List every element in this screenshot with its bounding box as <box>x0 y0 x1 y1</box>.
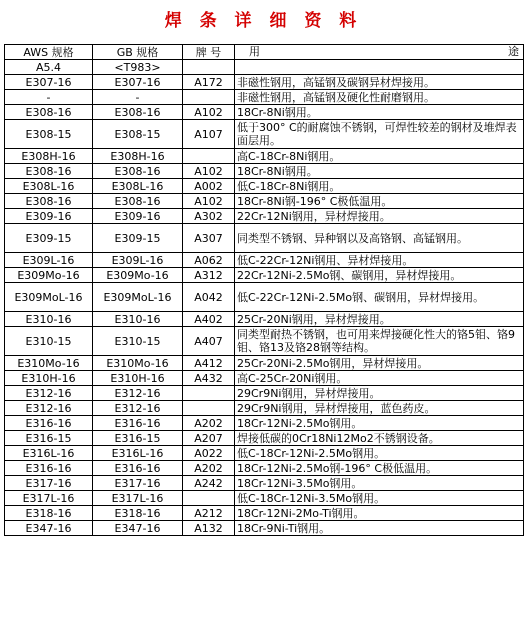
usage-cell: 25Cr-20Ni钢用，异材焊接用。 <box>235 312 524 327</box>
usage-cell: 非磁性钢用，高锰钢及碳钢异材焊接用。 <box>235 75 524 90</box>
brand-cell: A022 <box>183 446 235 461</box>
aws-spec-cell: - <box>5 90 93 105</box>
gb-spec-cell: E308-16 <box>93 194 183 209</box>
table-row <box>5 356 524 371</box>
aws-spec-cell: E308-16 <box>5 194 93 209</box>
usage-cell: 18Cr-12Ni-3.5Mo钢用。 <box>235 476 524 491</box>
usage-cell: 低于300° C的耐腐蚀不锈钢，可焊性较差的钢材及堆焊表面层用。 <box>235 120 524 149</box>
brand-cell: A202 <box>183 461 235 476</box>
gb-spec-cell: E316-16 <box>93 416 183 431</box>
gb-spec-cell: E309MoL-16 <box>93 283 183 312</box>
aws-spec-header: AWS 规格 <box>5 45 93 60</box>
gb-spec-cell: E310-16 <box>93 312 183 327</box>
gb-spec-cell: E312-16 <box>93 401 183 416</box>
usage-cell: 25Cr-20Ni-2.5Mo钢用，异材焊接用。 <box>235 356 524 371</box>
brand-cell: A402 <box>183 312 235 327</box>
aws-spec-cell: E312-16 <box>5 401 93 416</box>
aws-spec-cell: E309L-16 <box>5 253 93 268</box>
aws-spec-cell: E309Mo-16 <box>5 268 93 283</box>
aws-spec-cell: E312-16 <box>5 386 93 401</box>
usage-cell: 18Cr-8Ni钢用。 <box>235 164 524 179</box>
aws-spec-cell: E318-16 <box>5 506 93 521</box>
gb-spec-cell: E312-16 <box>93 386 183 401</box>
usage-cell: 低C-18Cr-12Ni-3.5Mo钢用。 <box>235 491 524 506</box>
usage-cell: 22Cr-12Ni钢用，异材焊接用。 <box>235 209 524 224</box>
brand-cell: A302 <box>183 209 235 224</box>
brand-cell <box>183 401 235 416</box>
table-row <box>5 224 524 253</box>
sub-header-row <box>5 60 524 75</box>
table-row <box>5 431 524 446</box>
brand-cell: A312 <box>183 268 235 283</box>
gb-standard-label: <T983> <box>93 60 183 75</box>
usage-cell: 18Cr-12Ni-2Mo-Ti钢用。 <box>235 506 524 521</box>
aws-spec-cell: E310Mo-16 <box>5 356 93 371</box>
aws-spec-cell: E309-15 <box>5 224 93 253</box>
table-row <box>5 194 524 209</box>
aws-spec-cell: E308-16 <box>5 105 93 120</box>
page-title: 焊 条 详 细 资 料 <box>164 11 363 31</box>
gb-spec-cell: E309Mo-16 <box>93 268 183 283</box>
usage-cell: 18Cr-8Ni钢用。 <box>235 105 524 120</box>
gb-spec-cell: E309-15 <box>93 224 183 253</box>
brand-cell <box>183 149 235 164</box>
usage-cell: 非磁性钢用，高锰钢及硬化性耐磨钢用。 <box>235 90 524 105</box>
usage-cell: 18Cr-12Ni-2.5Mo钢-196° C极低温用。 <box>235 461 524 476</box>
table-row <box>5 105 524 120</box>
brand-cell <box>183 491 235 506</box>
brand-cell: A212 <box>183 506 235 521</box>
table-row <box>5 476 524 491</box>
aws-spec-cell: E308H-16 <box>5 149 93 164</box>
gb-spec-cell: E347-16 <box>93 521 183 536</box>
table-row <box>5 209 524 224</box>
aws-spec-cell: E309-16 <box>5 209 93 224</box>
gb-spec-cell: E307-16 <box>93 75 183 90</box>
gb-spec-header: GB 规格 <box>93 45 183 60</box>
table-row <box>5 253 524 268</box>
usage-header-left: 用 <box>249 45 260 58</box>
table-row <box>5 120 524 149</box>
brand-cell: A202 <box>183 416 235 431</box>
usage-header <box>235 45 524 60</box>
brand-cell <box>183 386 235 401</box>
usage-cell: 22Cr-12Ni-2.5Mo钢、碳钢用，异材焊接用。 <box>235 268 524 283</box>
aws-spec-cell: E310-15 <box>5 327 93 356</box>
aws-spec-cell: E317-16 <box>5 476 93 491</box>
usage-header-right: 途 <box>508 45 519 58</box>
empty-cell <box>235 60 524 75</box>
table-row <box>5 521 524 536</box>
brand-cell: A107 <box>183 120 235 149</box>
usage-cell: 18Cr-9Ni-Ti钢用。 <box>235 521 524 536</box>
brand-cell: A102 <box>183 164 235 179</box>
usage-cell: 18Cr-12Ni-2.5Mo钢用。 <box>235 416 524 431</box>
brand-cell <box>183 90 235 105</box>
aws-spec-cell: E316-15 <box>5 431 93 446</box>
empty-cell <box>183 60 235 75</box>
aws-spec-cell: E308-15 <box>5 120 93 149</box>
brand-cell: A207 <box>183 431 235 446</box>
brand-cell: A432 <box>183 371 235 386</box>
table-row <box>5 416 524 431</box>
table-row <box>5 446 524 461</box>
usage-cell: 高C-18Cr-8Ni钢用。 <box>235 149 524 164</box>
brand-cell: A132 <box>183 521 235 536</box>
brand-cell: A407 <box>183 327 235 356</box>
gb-spec-cell: E316-16 <box>93 461 183 476</box>
table-row <box>5 461 524 476</box>
brand-cell: A307 <box>183 224 235 253</box>
aws-spec-cell: E317L-16 <box>5 491 93 506</box>
gb-spec-cell: E308-16 <box>93 164 183 179</box>
usage-cell: 低C-18Cr-12Ni-2.5Mo钢用。 <box>235 446 524 461</box>
table-row <box>5 506 524 521</box>
aws-spec-cell: E347-16 <box>5 521 93 536</box>
usage-cell: 29Cr9Ni钢用，异材焊接用，蓝色药皮。 <box>235 401 524 416</box>
table-row <box>5 149 524 164</box>
usage-cell: 焊接低碳的0Cr18Ni12Mo2不锈钢设备。 <box>235 431 524 446</box>
aws-spec-cell: E308L-16 <box>5 179 93 194</box>
table-row <box>5 312 524 327</box>
gb-spec-cell: E310Mo-16 <box>93 356 183 371</box>
gb-spec-cell: E308-16 <box>93 105 183 120</box>
aws-spec-cell: E308-16 <box>5 164 93 179</box>
brand-cell: A102 <box>183 105 235 120</box>
table-row <box>5 386 524 401</box>
gb-spec-cell: E310-15 <box>93 327 183 356</box>
gb-spec-cell: E308H-16 <box>93 149 183 164</box>
usage-cell: 18Cr-8Ni钢-196° C极低温用。 <box>235 194 524 209</box>
electrode-table <box>4 44 524 536</box>
gb-spec-cell: E308L-16 <box>93 179 183 194</box>
table-row <box>5 268 524 283</box>
gb-spec-cell: E308-15 <box>93 120 183 149</box>
brand-cell: A102 <box>183 194 235 209</box>
table-row <box>5 327 524 356</box>
usage-cell: 29Cr9Ni钢用，异材焊接用。 <box>235 386 524 401</box>
brand-cell: A062 <box>183 253 235 268</box>
usage-cell: 低C-18Cr-8Ni钢用。 <box>235 179 524 194</box>
brand-cell: A042 <box>183 283 235 312</box>
table-row <box>5 164 524 179</box>
brand-cell: A412 <box>183 356 235 371</box>
usage-cell: 高C-25Cr-20Ni钢用。 <box>235 371 524 386</box>
table-row <box>5 491 524 506</box>
gb-spec-cell: E316L-16 <box>93 446 183 461</box>
gb-spec-cell: E317L-16 <box>93 491 183 506</box>
gb-spec-cell: E318-16 <box>93 506 183 521</box>
header-row <box>5 45 524 60</box>
aws-spec-cell: E310-16 <box>5 312 93 327</box>
gb-spec-cell: E316-15 <box>93 431 183 446</box>
table-row <box>5 371 524 386</box>
gb-spec-cell: - <box>93 90 183 105</box>
usage-cell: 低C-22Cr-12Ni-2.5Mo钢、碳钢用，异材焊接用。 <box>235 283 524 312</box>
brand-cell: A002 <box>183 179 235 194</box>
brand-header: 牌 号 <box>183 45 235 60</box>
gb-spec-cell: E309L-16 <box>93 253 183 268</box>
gb-spec-cell: E310H-16 <box>93 371 183 386</box>
aws-spec-cell: E307-16 <box>5 75 93 90</box>
table-row <box>5 90 524 105</box>
table-row <box>5 401 524 416</box>
usage-cell: 同类型耐热不锈钢，也可用来焊接硬化性大的铬5钼、铬9钼、铬13及铬28钢等结构。 <box>235 327 524 356</box>
aws-spec-cell: E310H-16 <box>5 371 93 386</box>
aws-spec-cell: E309MoL-16 <box>5 283 93 312</box>
brand-cell: A172 <box>183 75 235 90</box>
usage-cell: 低C-22Cr-12Ni钢用、异材焊接用。 <box>235 253 524 268</box>
brand-cell: A242 <box>183 476 235 491</box>
aws-spec-cell: E316-16 <box>5 461 93 476</box>
aws-spec-cell: E316-16 <box>5 416 93 431</box>
gb-spec-cell: E317-16 <box>93 476 183 491</box>
aws-spec-cell: E316L-16 <box>5 446 93 461</box>
table-row <box>5 283 524 312</box>
gb-spec-cell: E309-16 <box>93 209 183 224</box>
table-row <box>5 75 524 90</box>
usage-cell: 同类型不锈钢、异种钢以及高铬钢、高锰钢用。 <box>235 224 524 253</box>
aws-standard-label: A5.4 <box>5 60 93 75</box>
table-row <box>5 179 524 194</box>
